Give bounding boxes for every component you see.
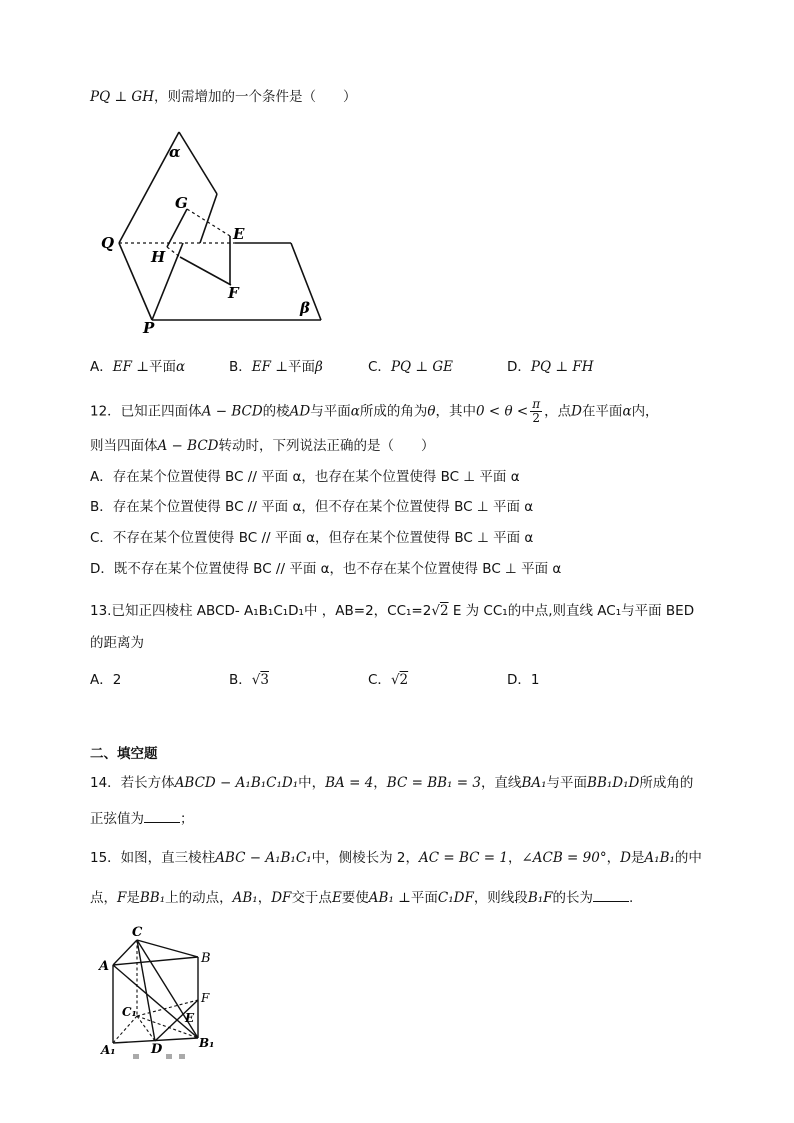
fig2-label-E: E — [185, 1011, 195, 1025]
q15-figure — [95, 920, 225, 1070]
q12-option-c: C．不存在某个位置使得 BC // 平面 α，但存在某个位置使得 BC ⊥ 平面 α — [90, 530, 534, 546]
q11-option-c: C．PQ ⊥ GE — [368, 359, 454, 375]
q12-option-d: D．既不存在某个位置使得 BC // 平面 α，也不存在某个位置使得 BC ⊥ 平面 α — [90, 561, 562, 577]
marker-square-1 — [133, 1054, 139, 1059]
marker-square-3 — [179, 1054, 185, 1059]
fig2-label-C: C — [132, 925, 143, 940]
q12-stem-line2: 则当四面体A − BCD转动时，下列说法正确的是（ ） — [90, 438, 435, 454]
q12-stem-line1: 12．已知正四面体A − BCD的棱AD与平面α所成的角为θ，其中0 < θ < $\frac{\pi}{2}$ ，点D在平面α内， — [90, 397, 659, 425]
fig2-label-C1: C₁ — [122, 1005, 137, 1019]
q12-option-a: A．存在某个位置使得 BC // 平面 α，也存在某个位置使得 BC ⊥ 平面 α — [90, 469, 520, 485]
q11-figure — [95, 125, 335, 340]
q15-stem-line1: 15．如图，直三棱柱ABC − A₁B₁C₁中，侧棱长为 2，AC = BC = 1，∠ACB = 90°，D是A₁B₁的中 — [90, 850, 702, 866]
q11-intro-math: PQ ⊥ GH — [90, 89, 154, 105]
label-beta: β — [300, 299, 310, 317]
answer-blank-2[interactable] — [593, 887, 629, 902]
fig2-label-A: A — [99, 959, 110, 974]
label-P: P — [143, 319, 155, 337]
q13-option-a: A．2 — [90, 672, 122, 688]
q11-intro — [90, 87, 357, 107]
fig2-label-B: B — [201, 951, 211, 966]
marker-square-2 — [166, 1054, 172, 1059]
fig2-label-B1: B₁ — [199, 1036, 215, 1050]
label-H: H — [151, 248, 166, 266]
sqrt-2: √2 — [431, 603, 449, 619]
q13-stem-line1: 13.已知正四棱柱 ABCD- A₁B₁C₁D₁中 ，AB=2，CC₁=2√2 E 为 CC₁的中点,则直线 AC₁与平面 BED — [90, 603, 695, 619]
fig2-label-D: D — [151, 1042, 163, 1057]
q11-option-a: A．EF ⊥平面α — [90, 359, 186, 375]
label-G: G — [175, 194, 188, 212]
q14-stem-line1: 14．若长方体ABCD − A₁B₁C₁D₁中，BA = 4，BC = BB₁ = 3，直线BA₁与平面BB₁D₁D所成角的 — [90, 775, 694, 791]
answer-blank[interactable] — [144, 808, 180, 823]
q13-stem-line2: 的距离为 — [90, 635, 144, 651]
fig2-label-A1: A₁ — [101, 1043, 116, 1057]
fig2-label-F: F — [201, 991, 210, 1005]
q15-stem-line2: 点，F是BB₁上的动点，AB₁，DF交于点E要使AB₁ ⊥平面C₁DF，则线段B₁F的长为 . — [90, 887, 633, 908]
label-F: F — [228, 284, 239, 302]
q13-option-d: D．1 — [507, 672, 540, 688]
q13-option-c: C．√2 — [368, 672, 409, 688]
label-E: E — [233, 225, 245, 243]
section-title-fill-in: 二、填空题 — [90, 746, 158, 762]
q11-option-d: D．PQ ⊥ FH — [507, 359, 594, 375]
q14-stem-line2: 正弦值为 ； — [90, 808, 194, 829]
label-alpha: α — [169, 143, 181, 161]
q11-option-b: B．EF ⊥平面β — [229, 359, 323, 375]
q11-intro-text: ，则需增加的一个条件是（ ） — [154, 89, 357, 105]
pi-over-2: $\frac{\pi}{2}$ — [532, 397, 541, 425]
q13-option-b: B．√3 — [229, 672, 269, 688]
label-Q: Q — [101, 234, 115, 252]
q12-option-b: B．存在某个位置使得 BC // 平面 α，但不存在某个位置使得 BC ⊥ 平面 α — [90, 499, 534, 515]
